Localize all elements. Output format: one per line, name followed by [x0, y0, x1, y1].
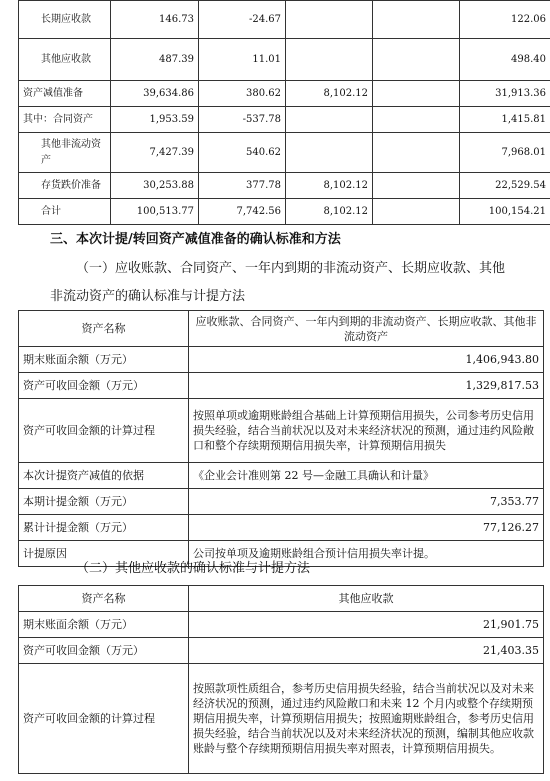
- table-row: [19, 399, 544, 463]
- row-label: 资产可收回金额（万元）: [19, 638, 189, 664]
- table-row: [19, 81, 550, 107]
- cell: 377.78: [199, 173, 286, 199]
- cell: [373, 133, 460, 173]
- table-row: [19, 638, 544, 664]
- cell: 8,102.12: [286, 173, 373, 199]
- table-row: [19, 107, 550, 133]
- header-cell: 资产名称: [19, 311, 189, 347]
- table-row: [19, 173, 550, 199]
- header-cell: 资产名称: [19, 586, 189, 612]
- table-row: [19, 515, 544, 541]
- cell: 7,353.77: [189, 489, 544, 515]
- cell: 487.39: [111, 39, 199, 81]
- table-row: [19, 1, 550, 39]
- subsection-heading: （二）其他应收款的确认标准与计提方法: [76, 561, 311, 576]
- cell: 39,634.86: [111, 81, 199, 107]
- cell: 100,154.21: [460, 199, 550, 225]
- row-label: 资产可收回金额的计算过程: [19, 399, 189, 463]
- cell: [373, 39, 460, 81]
- row-label: 存货跌价准备: [19, 173, 111, 199]
- table-row: [19, 39, 550, 81]
- row-label: 资产减值准备: [19, 81, 111, 107]
- cell: 《企业会计准则第 22 号—金融工具确认和计量》: [189, 463, 544, 489]
- row-label: 本次计提资产减值的依据: [19, 463, 189, 489]
- cell: [373, 107, 460, 133]
- cell: [286, 107, 373, 133]
- cell: 30,253.88: [111, 173, 199, 199]
- cell: -24.67: [199, 1, 286, 39]
- row-label: 长期应收款: [19, 1, 111, 39]
- cell: 31,913.36: [460, 81, 550, 107]
- cell: [286, 39, 373, 81]
- cell: 498.40: [460, 39, 550, 81]
- cell: 21,901.75: [189, 612, 544, 638]
- row-label: 期末账面余额（万元）: [19, 612, 189, 638]
- table-header-row: [19, 311, 544, 347]
- cell: 100,513.77: [111, 199, 199, 225]
- cell: 380.62: [199, 81, 286, 107]
- table-row: [19, 347, 544, 373]
- cell: 8,102.12: [286, 199, 373, 225]
- cell: 1,953.59: [111, 107, 199, 133]
- cell: [286, 133, 373, 173]
- cell: 8,102.12: [286, 81, 373, 107]
- row-label: 其他应收款: [19, 39, 111, 81]
- cell: 1,415.81: [460, 107, 550, 133]
- cell: 1,329,817.53: [189, 373, 544, 399]
- cell: 按照单项或逾期账龄组合基础上计算预期信用损失，公司参考历史信用损失经验，结合当前状况以及对未来经济状况的预测，通过违约风险敞口和整个存续期预期信用损失率，计算预期信用损失: [189, 399, 544, 463]
- cell: 122.06: [460, 1, 550, 39]
- cell: [373, 1, 460, 39]
- row-label: 合计: [19, 199, 111, 225]
- cell: 22,529.54: [460, 173, 550, 199]
- cell: 21,403.35: [189, 638, 544, 664]
- cell: [286, 1, 373, 39]
- table-row: [19, 664, 544, 774]
- row-label: 资产可收回金额（万元）: [19, 373, 189, 399]
- table-row: [19, 463, 544, 489]
- row-label: 累计计提金额（万元）: [19, 515, 189, 541]
- table-row: [19, 612, 544, 638]
- table-row: [19, 133, 550, 173]
- cell: 7,968.01: [460, 133, 550, 173]
- table-header-row: [19, 586, 544, 612]
- cell: 公司按单项及逾期账龄组合预计信用损失率计提。: [189, 541, 544, 567]
- table-row: [19, 373, 544, 399]
- row-label: 本期计提金额（万元）: [19, 489, 189, 515]
- cell: 11.01: [199, 39, 286, 81]
- cell: [373, 199, 460, 225]
- cell: 146.73: [111, 1, 199, 39]
- row-label: 资产可收回金额的计算过程: [19, 664, 189, 774]
- cell: 1,406,943.80: [189, 347, 544, 373]
- row-label: 其他非流动资产: [19, 133, 111, 173]
- criteria-table-receivables: [18, 310, 544, 567]
- cell: -537.78: [199, 107, 286, 133]
- cell: 按照款项性质组合，参考历史信用损失经验，结合当前状况以及对未来经济状况的预测，通过违约风险敞口和未来 12 个月内或整个存续期预期信用损失率，计算预期信用损失；按照逾期账龄组合，参考历史信用损失经验，结合当前状况以及对未来经济状况的预测，编制其他应收款账龄与整个存续期预期信用损失率对照表，计算预期信用损失。: [189, 664, 544, 774]
- subsection-heading: （一）应收账款、合同资产、一年内到期的非流动资产、长期应收款、其他: [76, 261, 506, 276]
- cell: [373, 173, 460, 199]
- cell: [373, 81, 460, 107]
- section-heading: 三、本次计提/转回资产减值准备的确认标准和方法: [50, 232, 341, 247]
- header-cell: 应收账款、合同资产、一年内到期的非流动资产、长期应收款、其他非流动资产: [189, 311, 544, 347]
- subsection-heading-cont: 非流动资产的确认标准与计提方法: [50, 289, 246, 304]
- cell: 540.62: [199, 133, 286, 173]
- row-label: 其中：合同资产: [19, 107, 111, 133]
- cell: 7,742.56: [199, 199, 286, 225]
- cell: 7,427.39: [111, 133, 199, 173]
- header-cell: 其他应收款: [189, 586, 544, 612]
- criteria-table-other-receivables: [18, 585, 544, 774]
- row-label: 期末账面余额（万元）: [19, 347, 189, 373]
- row-label: 计提原因: [19, 541, 189, 567]
- impairment-summary-table: [18, 0, 550, 225]
- table-row: [19, 489, 544, 515]
- cell: 77,126.27: [189, 515, 544, 541]
- table-row: [19, 199, 550, 225]
